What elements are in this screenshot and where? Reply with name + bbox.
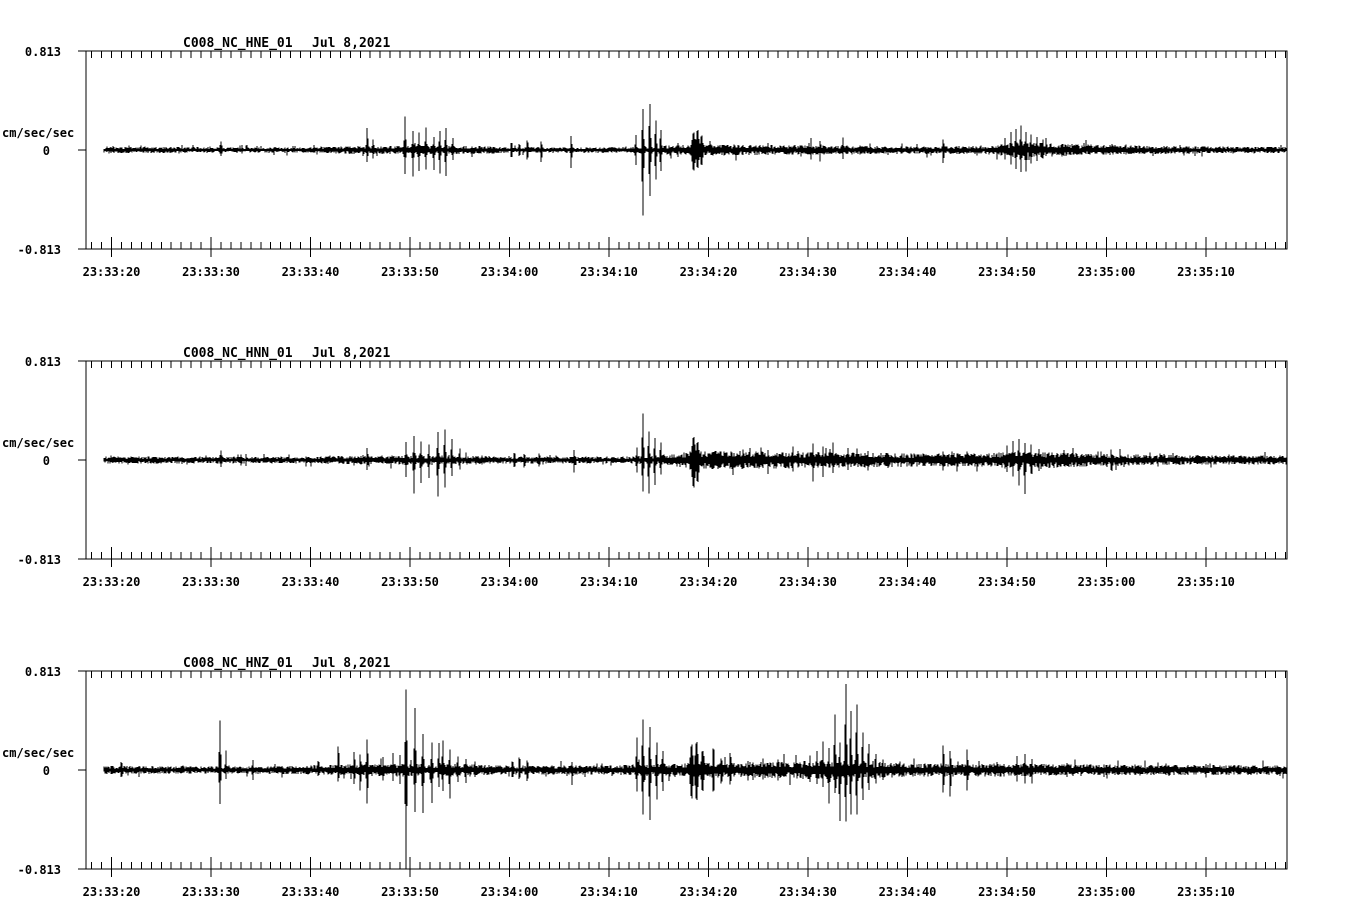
waveform-trace-hnn <box>104 414 1287 497</box>
waveform-trace-hnz <box>104 684 1287 868</box>
x-tick-label: 23:33:30 <box>182 265 240 279</box>
x-tick-label: 23:35:10 <box>1177 885 1235 899</box>
y-axis-zero-label: 0 <box>42 144 50 158</box>
panel-title: C008_NC_HNZ_01 <box>183 656 293 671</box>
y-axis-max-label: 0.813 <box>24 665 61 679</box>
x-axis-labels <box>83 575 1235 589</box>
x-tick-label: 23:34:50 <box>978 575 1036 589</box>
panel-hnz <box>2 656 1287 899</box>
y-axis-min-label: -0.813 <box>17 863 61 877</box>
x-tick-label: 23:34:00 <box>480 265 539 279</box>
x-tick-label: 23:35:00 <box>1077 265 1136 279</box>
panel-title: C008_NC_HNN_01 <box>183 346 293 361</box>
y-axis-unit-label: cm/sec/sec <box>2 436 75 450</box>
x-axis-labels <box>83 265 1235 279</box>
x-tick-label: 23:34:30 <box>779 575 837 589</box>
x-tick-label: 23:34:10 <box>580 575 638 589</box>
y-axis-max-label: 0.813 <box>24 355 61 369</box>
y-axis-min-label: -0.813 <box>17 553 61 567</box>
panel-hnn <box>2 346 1287 589</box>
x-tick-label: 23:33:50 <box>381 265 439 279</box>
x-tick-label: 23:34:20 <box>679 265 738 279</box>
panel-title: C008_NC_HNE_01 <box>183 36 293 51</box>
x-axis-labels <box>83 885 1235 899</box>
x-tick-label: 23:33:20 <box>82 265 141 279</box>
x-tick-label: 23:34:20 <box>679 575 738 589</box>
waveform-trace-hne <box>104 104 1287 216</box>
x-tick-label: 23:34:10 <box>580 265 638 279</box>
x-tick-label: 23:34:50 <box>978 265 1036 279</box>
y-axis-min-label: -0.813 <box>17 243 61 257</box>
y-axis-zero-label: 0 <box>42 454 50 468</box>
x-tick-label: 23:33:20 <box>82 575 141 589</box>
x-tick-label: 23:34:40 <box>878 885 937 899</box>
x-tick-label: 23:33:20 <box>82 885 141 899</box>
x-tick-label: 23:35:00 <box>1077 885 1136 899</box>
panel-date-label: Jul 8,2021 <box>312 656 391 671</box>
y-axis-max-label: 0.813 <box>24 45 61 59</box>
x-tick-label: 23:34:40 <box>878 265 937 279</box>
x-tick-label: 23:34:30 <box>779 885 837 899</box>
y-axis-zero-label: 0 <box>42 764 50 778</box>
x-tick-label: 23:35:10 <box>1177 575 1235 589</box>
x-tick-label: 23:34:20 <box>679 885 738 899</box>
panel-hne <box>2 36 1287 279</box>
x-tick-label: 23:33:40 <box>281 265 340 279</box>
x-tick-label: 23:34:40 <box>878 575 937 589</box>
x-tick-label: 23:33:50 <box>381 885 439 899</box>
x-tick-label: 23:35:00 <box>1077 575 1136 589</box>
x-tick-label: 23:33:40 <box>281 575 340 589</box>
panel-date-label: Jul 8,2021 <box>312 346 391 361</box>
x-tick-label: 23:34:00 <box>480 575 539 589</box>
panel-date-label: Jul 8,2021 <box>312 36 391 51</box>
x-tick-label: 23:33:40 <box>281 885 340 899</box>
x-tick-label: 23:33:50 <box>381 575 439 589</box>
x-tick-label: 23:33:30 <box>182 575 240 589</box>
x-tick-label: 23:35:10 <box>1177 265 1235 279</box>
x-tick-label: 23:33:30 <box>182 885 240 899</box>
x-tick-label: 23:34:50 <box>978 885 1036 899</box>
x-tick-label: 23:34:10 <box>580 885 638 899</box>
x-tick-label: 23:34:00 <box>480 885 539 899</box>
y-axis-unit-label: cm/sec/sec <box>2 746 75 760</box>
y-axis-unit-label: cm/sec/sec <box>2 126 75 140</box>
x-tick-label: 23:34:30 <box>779 265 837 279</box>
